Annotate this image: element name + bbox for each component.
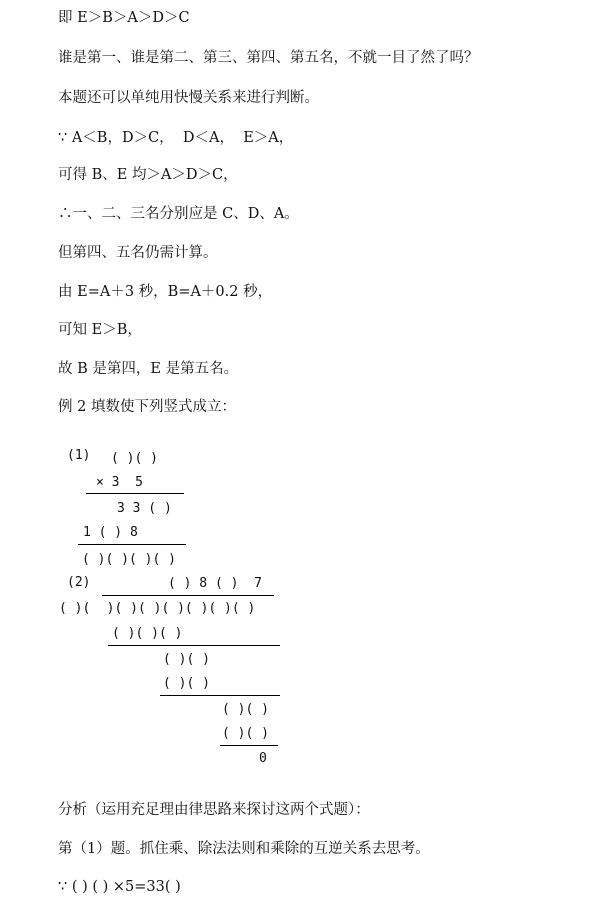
text-line-2: 谁是第一、谁是第二、第三、第四、第五名，不就一目了然了吗？	[58, 50, 479, 66]
problem1-product: ( )( )( )( )	[82, 552, 176, 567]
problem2-divisor: ( )(	[59, 601, 91, 616]
problem1-multiplier: × 3 5	[96, 475, 143, 490]
problem2-rule-3	[220, 745, 278, 746]
problem2-step-4: ( )( )	[222, 702, 269, 717]
problem2-step-1: ( )( )( )	[112, 626, 183, 641]
problem2-step-5: ( )( )	[222, 726, 269, 741]
text-line-5: 可得 B、E 均＞A＞D＞C，	[58, 167, 238, 183]
problem2-remainder: 0	[259, 751, 267, 766]
text-line-4: ∵ A＜B，D＞C， D＜A， E＞A，	[58, 130, 294, 146]
analysis-line-1: 分析（运用充足理由律思路来探讨这两个式题）：	[58, 802, 370, 818]
problem1-label: (1)	[67, 448, 91, 463]
text-line-8: 由 E=A＋3 秒，B=A＋0.2 秒，	[58, 284, 273, 300]
problem1-partial-1: 3 3 ( )	[117, 501, 172, 516]
text-line-9: 可知 E＞B，	[58, 322, 142, 338]
problem2-rule-1	[108, 645, 280, 646]
division-bar	[102, 595, 274, 596]
problem2-step-2: ( )( )	[163, 652, 210, 667]
problem2-rule-2	[160, 695, 280, 696]
problem1-rule-1	[86, 493, 184, 494]
text-line-1: 即 E＞B＞A＞D＞C	[58, 10, 190, 26]
problem2-label: (2)	[67, 575, 91, 590]
problem2-dividend: )( )( )( )( )( )( )	[91, 601, 256, 616]
analysis-line-3: ∵ ( ) ( ) ×5=33( )	[58, 879, 181, 895]
problem1-partial-2: 1 ( ) 8	[83, 525, 138, 540]
problem1-rule-2	[78, 544, 186, 545]
text-line-7: 但第四、五名仍需计算。	[58, 245, 218, 261]
text-line-11: 例 2 填数使下列竖式成立：	[58, 399, 236, 415]
problem2-step-3: ( )( )	[163, 676, 210, 691]
problem2-quotient: ( ) 8 ( ) 7	[168, 576, 262, 591]
analysis-line-2: 第（1）题。抓住乘、除法法则和乘除的互逆关系去思考。	[58, 841, 430, 857]
text-line-3: 本题还可以单纯用快慢关系来进行判断。	[58, 90, 319, 106]
text-line-6: ∴一、二、三名分别应是 C、D、A。	[58, 206, 299, 222]
text-line-10: 故 B 是第四，E 是第五名。	[58, 361, 239, 377]
problem1-multiplicand: ( )( )	[111, 451, 158, 466]
